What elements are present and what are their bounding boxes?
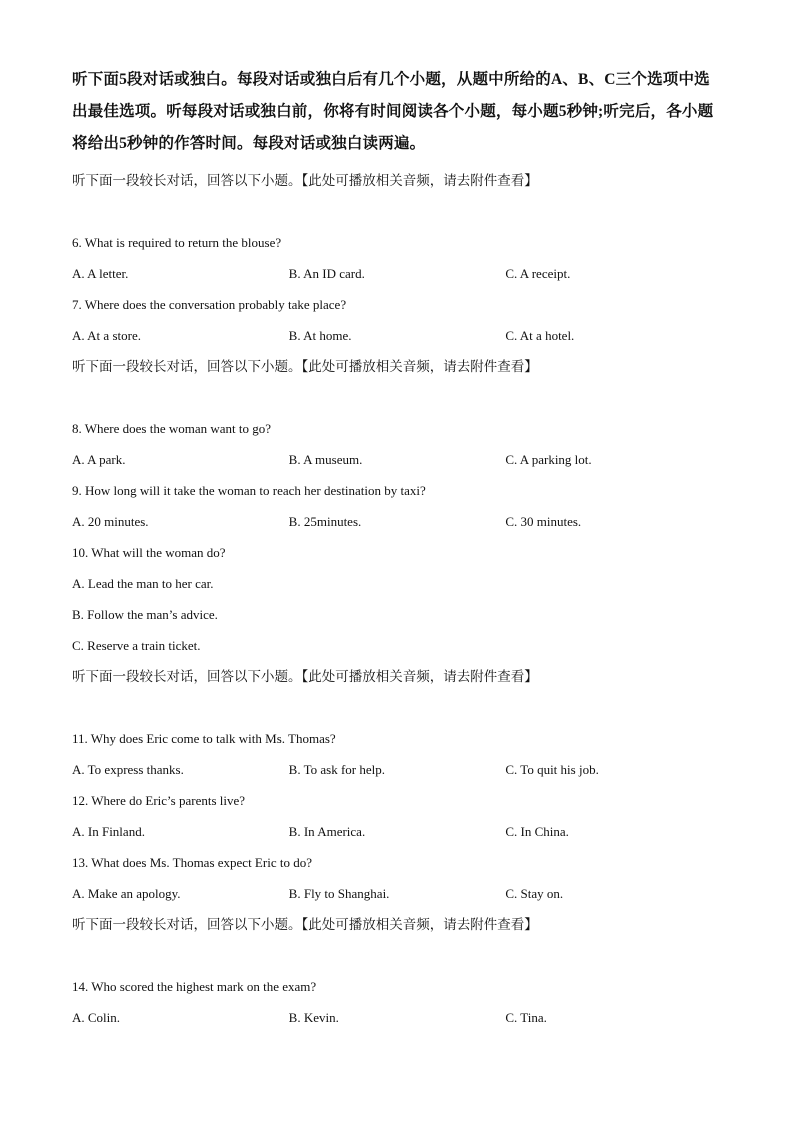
- section-instruction: 听下面一段较长对话，回答以下小题。【此处可播放相关音频，请去附件查看】: [72, 917, 538, 932]
- option-b: B. Kevin.: [288, 1010, 339, 1025]
- question-stem: 9. How long will it take the woman to reach her destination by taxi?: [72, 483, 426, 498]
- option-row: [72, 512, 722, 532]
- option-a: A. 20 minutes.: [72, 514, 149, 529]
- option-c: C. 30 minutes.: [505, 514, 582, 529]
- option-row: [72, 264, 722, 284]
- option-c: C. A receipt.: [505, 266, 571, 281]
- question-stem: 6. What is required to return the blouse?: [72, 235, 282, 250]
- option-b: B. A museum.: [288, 452, 363, 467]
- question-stem: 11. Why does Eric come to talk with Ms. Thomas?: [72, 731, 336, 746]
- option-a: A. In Finland.: [72, 824, 145, 839]
- option-row: [72, 822, 722, 842]
- option-row: [72, 884, 722, 904]
- option-c: C. At a hotel.: [505, 328, 575, 343]
- option-a: A. Make an apology.: [72, 886, 181, 901]
- question-stem: 10. What will the woman do?: [72, 545, 226, 560]
- section-intro: 听下面5段对话或独白。每段对话或独白后有几个小题，从题中所给的A、B、C三个选项中选出最佳选项。听每段对话或独白前，你将有时间阅读各个小题，每小题5秒钟;听完后，各小题将给出5秒钟的作答时间。每段对话或独白读两遍。: [72, 71, 714, 152]
- section-instruction: 听下面一段较长对话，回答以下小题。【此处可播放相关音频，请去附件查看】: [72, 173, 538, 188]
- option-a: A. At a store.: [72, 328, 141, 343]
- option-b: B. To ask for help.: [288, 762, 386, 777]
- option-b: B. In America.: [288, 824, 366, 839]
- option-c: C. In China.: [505, 824, 569, 839]
- option-b: B. 25minutes.: [288, 514, 362, 529]
- option-row: [72, 760, 722, 780]
- option-b: B. An ID card.: [288, 266, 365, 281]
- question-stem: 8. Where does the woman want to go?: [72, 421, 272, 436]
- question-stem: 12. Where do Eric’s parents live?: [72, 793, 246, 808]
- option-a: A. A park.: [72, 452, 126, 467]
- question-stem: 13. What does Ms. Thomas expect Eric to do?: [72, 855, 312, 870]
- option-c: C. Tina.: [505, 1010, 547, 1025]
- option-c: C. To quit his job.: [505, 762, 599, 777]
- question-stem: 7. Where does the conversation probably take place?: [72, 297, 347, 312]
- option-c: C. Stay on.: [505, 886, 564, 901]
- option-b: B. Fly to Shanghai.: [288, 886, 390, 901]
- option-a: A. Lead the man to her car.: [72, 576, 214, 591]
- section-instruction: 听下面一段较长对话，回答以下小题。【此处可播放相关音频，请去附件查看】: [72, 669, 538, 684]
- option-b: B. Follow the man’s advice.: [72, 607, 218, 622]
- option-c: C. A parking lot.: [505, 452, 592, 467]
- option-row: [72, 450, 722, 470]
- section-instruction: 听下面一段较长对话，回答以下小题。【此处可播放相关音频，请去附件查看】: [72, 359, 538, 374]
- option-row: [72, 1008, 722, 1028]
- option-b: B. At home.: [288, 328, 352, 343]
- option-a: A. To express thanks.: [72, 762, 184, 777]
- option-a: A. A letter.: [72, 266, 129, 281]
- question-stem: 14. Who scored the highest mark on the exam?: [72, 979, 317, 994]
- option-c: C. Reserve a train ticket.: [72, 638, 201, 653]
- option-a: A. Colin.: [72, 1010, 121, 1025]
- option-row: [72, 326, 722, 346]
